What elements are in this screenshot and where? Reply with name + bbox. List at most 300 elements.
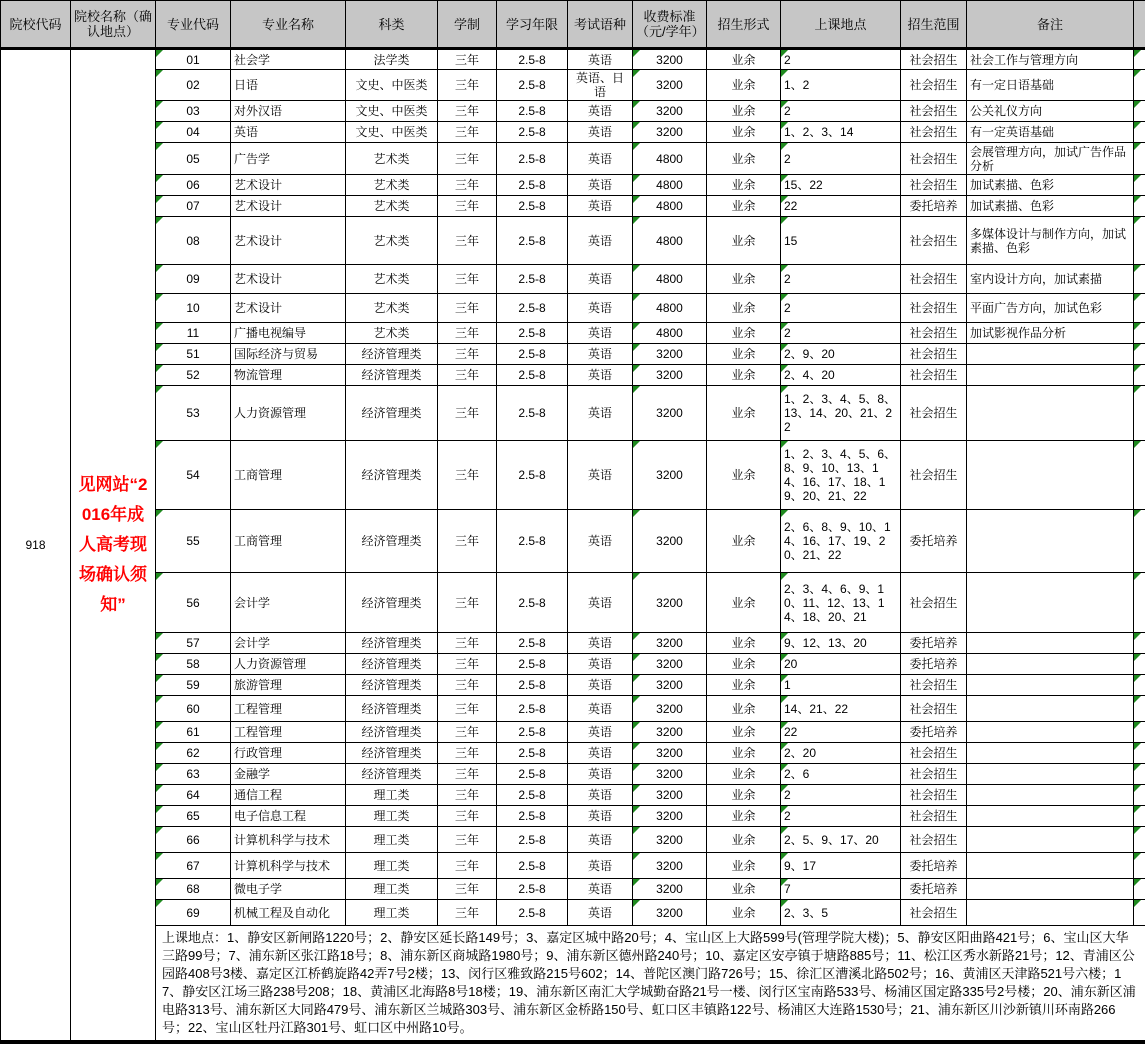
table-row — [1, 785, 1145, 806]
remark-cell — [967, 573, 1134, 633]
class-location-cell: 2、9、20 — [781, 344, 901, 365]
major-name-cell: 艺术设计 — [231, 217, 346, 265]
category-cell: 经济管理类 — [346, 722, 438, 743]
study-years-cell: 2.5-8 — [497, 101, 568, 122]
schooling-cell: 三年 — [438, 573, 497, 633]
edge-indicator-cell — [1134, 49, 1145, 70]
study-years-cell: 2.5-8 — [497, 654, 568, 675]
class-location-cell: 9、17 — [781, 853, 901, 879]
enrollment-form-cell: 业余 — [707, 441, 781, 510]
category-cell: 艺术类 — [346, 294, 438, 323]
exam-language-cell: 英语 — [568, 675, 633, 696]
remark-cell — [967, 441, 1134, 510]
exam-language-cell: 英语 — [568, 510, 633, 573]
table-row — [1, 49, 1145, 70]
edge-indicator-cell — [1134, 806, 1145, 827]
enrollment-scope-cell: 社会招生 — [901, 827, 967, 853]
table-row — [1, 265, 1145, 294]
study-years-cell: 2.5-8 — [497, 196, 568, 217]
class-location-cell: 1、2、3、4、5、8、13、14、20、21、22 — [781, 386, 901, 441]
major-name-cell: 艺术设计 — [231, 196, 346, 217]
schooling-cell: 三年 — [438, 853, 497, 879]
enrollment-scope-cell: 社会招生 — [901, 143, 967, 175]
remark-cell — [967, 764, 1134, 785]
edge-indicator-cell — [1134, 675, 1145, 696]
schooling-cell: 三年 — [438, 785, 497, 806]
study-years-cell: 2.5-8 — [497, 879, 568, 900]
major-code-cell: 55 — [156, 510, 231, 573]
enrollment-form-cell: 业余 — [707, 853, 781, 879]
major-name-cell: 广播电视编导 — [231, 323, 346, 344]
exam-language-cell: 英语、日语 — [568, 70, 633, 101]
fee-cell: 3200 — [633, 722, 707, 743]
enrollment-form-cell: 业余 — [707, 675, 781, 696]
enrollment-form-cell: 业余 — [707, 722, 781, 743]
major-code-cell: 68 — [156, 879, 231, 900]
header-institution-name: 院校名称（确认地点） — [71, 1, 156, 49]
fee-cell: 3200 — [633, 853, 707, 879]
table-row — [1, 386, 1145, 441]
table-row — [1, 510, 1145, 573]
category-cell: 文史、中医类 — [346, 70, 438, 101]
header-institution-code: 院校代码 — [1, 1, 71, 49]
enrollment-scope-cell: 社会招生 — [901, 294, 967, 323]
remark-cell: 公关礼仪方向 — [967, 101, 1134, 122]
enrollment-form-cell: 业余 — [707, 70, 781, 101]
table-row — [1, 806, 1145, 827]
category-cell: 艺术类 — [346, 217, 438, 265]
enrollment-scope-cell: 社会招生 — [901, 323, 967, 344]
table-row — [1, 879, 1145, 900]
major-code-cell: 51 — [156, 344, 231, 365]
table-row — [1, 853, 1145, 879]
class-location-cell: 2 — [781, 294, 901, 323]
enrollment-scope-cell: 委托培养 — [901, 510, 967, 573]
edge-indicator-cell — [1134, 764, 1145, 785]
major-code-cell: 64 — [156, 785, 231, 806]
exam-language-cell: 英语 — [568, 344, 633, 365]
edge-indicator-cell — [1134, 441, 1145, 510]
enrollment-scope-cell: 社会招生 — [901, 175, 967, 196]
edge-indicator-cell — [1134, 294, 1145, 323]
fee-cell: 3200 — [633, 441, 707, 510]
schooling-cell: 三年 — [438, 217, 497, 265]
class-location-cell: 2 — [781, 143, 901, 175]
category-cell: 理工类 — [346, 853, 438, 879]
exam-language-cell: 英语 — [568, 853, 633, 879]
category-cell: 艺术类 — [346, 323, 438, 344]
enrollment-form-cell: 业余 — [707, 344, 781, 365]
enrollment-form-cell: 业余 — [707, 573, 781, 633]
enrollment-scope-cell: 社会招生 — [901, 441, 967, 510]
major-name-cell: 旅游管理 — [231, 675, 346, 696]
fee-cell: 4800 — [633, 217, 707, 265]
fee-cell: 3200 — [633, 386, 707, 441]
edge-indicator-cell — [1134, 879, 1145, 900]
header-spacer — [1134, 1, 1145, 49]
fee-cell: 3200 — [633, 785, 707, 806]
major-code-cell: 56 — [156, 573, 231, 633]
remark-cell — [967, 633, 1134, 654]
enrollment-scope-cell: 社会招生 — [901, 49, 967, 70]
fee-cell: 4800 — [633, 143, 707, 175]
enrollment-form-cell: 业余 — [707, 49, 781, 70]
study-years-cell: 2.5-8 — [497, 764, 568, 785]
major-code-cell: 06 — [156, 175, 231, 196]
study-years-cell: 2.5-8 — [497, 827, 568, 853]
category-cell: 经济管理类 — [346, 510, 438, 573]
table-row — [1, 633, 1145, 654]
study-years-cell: 2.5-8 — [497, 696, 568, 722]
enrollment-form-cell: 业余 — [707, 764, 781, 785]
remark-cell: 加试素描、色彩 — [967, 196, 1134, 217]
schooling-cell: 三年 — [438, 196, 497, 217]
schooling-cell: 三年 — [438, 101, 497, 122]
category-cell: 文史、中医类 — [346, 122, 438, 143]
enrollment-scope-cell: 社会招生 — [901, 217, 967, 265]
enrollment-form-cell: 业余 — [707, 510, 781, 573]
remark-cell: 有一定日语基础 — [967, 70, 1134, 101]
fee-cell: 3200 — [633, 827, 707, 853]
remark-cell: 加试素描、色彩 — [967, 175, 1134, 196]
remark-cell — [967, 743, 1134, 764]
header-category: 科类 — [346, 1, 438, 49]
exam-language-cell: 英语 — [568, 175, 633, 196]
enrollment-form-cell: 业余 — [707, 743, 781, 764]
enrollment-form-cell: 业余 — [707, 143, 781, 175]
enrollment-form-cell: 业余 — [707, 196, 781, 217]
major-name-cell: 工商管理 — [231, 510, 346, 573]
remark-cell — [967, 654, 1134, 675]
class-location-cell: 15、22 — [781, 175, 901, 196]
major-name-cell: 人力资源管理 — [231, 654, 346, 675]
major-code-cell: 53 — [156, 386, 231, 441]
schooling-cell: 三年 — [438, 175, 497, 196]
remark-cell — [967, 675, 1134, 696]
fee-cell: 3200 — [633, 806, 707, 827]
schooling-cell: 三年 — [438, 344, 497, 365]
schooling-cell: 三年 — [438, 365, 497, 386]
schooling-cell: 三年 — [438, 386, 497, 441]
schooling-cell: 三年 — [438, 265, 497, 294]
enrollment-scope-cell: 社会招生 — [901, 122, 967, 143]
class-location-cell: 2、5、9、17、20 — [781, 827, 901, 853]
category-cell: 经济管理类 — [346, 654, 438, 675]
major-code-cell: 05 — [156, 143, 231, 175]
enrollment-scope-cell: 委托培养 — [901, 879, 967, 900]
edge-indicator-cell — [1134, 785, 1145, 806]
schooling-cell: 三年 — [438, 510, 497, 573]
remark-cell: 有一定英语基础 — [967, 122, 1134, 143]
table-row — [1, 827, 1145, 853]
study-years-cell: 2.5-8 — [497, 344, 568, 365]
major-code-cell: 66 — [156, 827, 231, 853]
major-name-cell: 物流管理 — [231, 365, 346, 386]
major-name-cell: 计算机科学与技术 — [231, 853, 346, 879]
enrollment-form-cell: 业余 — [707, 654, 781, 675]
schooling-cell: 三年 — [438, 323, 497, 344]
remark-cell: 会展管理方向，加试广告作品分析 — [967, 143, 1134, 175]
major-name-cell: 社会学 — [231, 49, 346, 70]
enrollment-form-cell: 业余 — [707, 827, 781, 853]
remark-cell — [967, 806, 1134, 827]
major-name-cell: 工商管理 — [231, 441, 346, 510]
header-exam-language: 考试语种 — [568, 1, 633, 49]
schooling-cell: 三年 — [438, 49, 497, 70]
enrollment-scope-cell: 社会招生 — [901, 900, 967, 926]
institution-code-cell: 918 — [1, 49, 71, 1043]
exam-language-cell: 英语 — [568, 143, 633, 175]
enrollment-form-cell: 业余 — [707, 365, 781, 386]
enrollment-scope-cell: 社会招生 — [901, 806, 967, 827]
schooling-cell: 三年 — [438, 722, 497, 743]
enrollment-form-cell: 业余 — [707, 696, 781, 722]
enrollment-scope-cell: 社会招生 — [901, 785, 967, 806]
major-name-cell: 艺术设计 — [231, 294, 346, 323]
schooling-cell: 三年 — [438, 764, 497, 785]
study-years-cell: 2.5-8 — [497, 386, 568, 441]
schooling-cell: 三年 — [438, 696, 497, 722]
exam-language-cell: 英语 — [568, 696, 633, 722]
study-years-cell: 2.5-8 — [497, 49, 568, 70]
enrollment-form-cell: 业余 — [707, 217, 781, 265]
major-name-cell: 广告学 — [231, 143, 346, 175]
schooling-cell: 三年 — [438, 879, 497, 900]
enrollment-form-cell: 业余 — [707, 806, 781, 827]
fee-cell: 3200 — [633, 101, 707, 122]
major-code-cell: 09 — [156, 265, 231, 294]
remark-cell — [967, 510, 1134, 573]
study-years-cell: 2.5-8 — [497, 573, 568, 633]
major-code-cell: 58 — [156, 654, 231, 675]
table-row — [1, 764, 1145, 785]
category-cell: 经济管理类 — [346, 573, 438, 633]
fee-cell: 3200 — [633, 879, 707, 900]
table-row — [1, 143, 1145, 175]
category-cell: 艺术类 — [346, 265, 438, 294]
enrollment-form-cell: 业余 — [707, 122, 781, 143]
major-name-cell: 人力资源管理 — [231, 386, 346, 441]
edge-indicator-cell — [1134, 365, 1145, 386]
fee-cell: 3200 — [633, 70, 707, 101]
remark-cell: 加试影视作品分析 — [967, 323, 1134, 344]
enrollment-scope-cell: 委托培养 — [901, 654, 967, 675]
table-row — [1, 175, 1145, 196]
edge-indicator-cell — [1134, 101, 1145, 122]
remark-cell — [967, 722, 1134, 743]
fee-cell: 3200 — [633, 122, 707, 143]
class-location-cell: 1、2、3、14 — [781, 122, 901, 143]
enrollment-scope-cell: 社会招生 — [901, 675, 967, 696]
header-schooling: 学制 — [438, 1, 497, 49]
edge-indicator-cell — [1134, 573, 1145, 633]
study-years-cell: 2.5-8 — [497, 294, 568, 323]
category-cell: 理工类 — [346, 785, 438, 806]
major-code-cell: 57 — [156, 633, 231, 654]
header-enrollment-form: 招生形式 — [707, 1, 781, 49]
major-code-cell: 04 — [156, 122, 231, 143]
edge-indicator-cell — [1134, 344, 1145, 365]
table-row — [1, 696, 1145, 722]
class-location-cell: 1、2 — [781, 70, 901, 101]
fee-cell: 3200 — [633, 764, 707, 785]
fee-cell: 4800 — [633, 265, 707, 294]
edge-indicator-cell — [1134, 510, 1145, 573]
study-years-cell: 2.5-8 — [497, 853, 568, 879]
edge-indicator-cell — [1134, 122, 1145, 143]
edge-indicator-cell — [1134, 633, 1145, 654]
major-name-cell: 工程管理 — [231, 722, 346, 743]
class-location-cell: 2、6 — [781, 764, 901, 785]
edge-indicator-cell — [1134, 386, 1145, 441]
remark-cell — [967, 785, 1134, 806]
table-row — [1, 101, 1145, 122]
exam-language-cell: 英语 — [568, 764, 633, 785]
major-name-cell: 计算机科学与技术 — [231, 827, 346, 853]
class-location-cell: 15 — [781, 217, 901, 265]
class-location-cell: 22 — [781, 196, 901, 217]
fee-cell: 3200 — [633, 743, 707, 764]
class-location-cell: 1、2、3、4、5、6、8、9、10、13、14、16、17、18、19、20、21、22 — [781, 441, 901, 510]
enrollment-form-cell: 业余 — [707, 879, 781, 900]
table-row — [1, 217, 1145, 265]
schooling-cell: 三年 — [438, 633, 497, 654]
schooling-cell: 三年 — [438, 675, 497, 696]
exam-language-cell: 英语 — [568, 265, 633, 294]
enrollment-scope-cell: 社会招生 — [901, 696, 967, 722]
edge-indicator-cell — [1134, 175, 1145, 196]
major-name-cell: 金融学 — [231, 764, 346, 785]
class-location-cell: 2 — [781, 265, 901, 294]
enrollment-form-cell: 业余 — [707, 294, 781, 323]
exam-language-cell: 英语 — [568, 196, 633, 217]
exam-language-cell: 英语 — [568, 827, 633, 853]
enrollment-scope-cell: 社会招生 — [901, 70, 967, 101]
enrollment-scope-cell: 社会招生 — [901, 101, 967, 122]
category-cell: 经济管理类 — [346, 675, 438, 696]
class-location-cell: 7 — [781, 879, 901, 900]
study-years-cell: 2.5-8 — [497, 785, 568, 806]
class-location-cell: 22 — [781, 722, 901, 743]
enrollment-scope-cell: 社会招生 — [901, 344, 967, 365]
major-code-cell: 03 — [156, 101, 231, 122]
fee-cell: 4800 — [633, 323, 707, 344]
enrollment-form-cell: 业余 — [707, 785, 781, 806]
enrollment-form-cell: 业余 — [707, 175, 781, 196]
class-location-cell: 2 — [781, 806, 901, 827]
fee-cell: 3200 — [633, 654, 707, 675]
remark-cell — [967, 853, 1134, 879]
major-code-cell: 60 — [156, 696, 231, 722]
class-location-cell: 2、3、5 — [781, 900, 901, 926]
exam-language-cell: 英语 — [568, 654, 633, 675]
major-name-cell: 通信工程 — [231, 785, 346, 806]
exam-language-cell: 英语 — [568, 122, 633, 143]
study-years-cell: 2.5-8 — [497, 323, 568, 344]
edge-indicator-cell — [1134, 722, 1145, 743]
class-location-cell: 2、3、4、6、9、10、11、12、13、14、18、20、21 — [781, 573, 901, 633]
schooling-cell: 三年 — [438, 827, 497, 853]
class-location-cell: 2 — [781, 323, 901, 344]
remark-cell — [967, 696, 1134, 722]
class-location-cell: 2 — [781, 49, 901, 70]
exam-language-cell: 英语 — [568, 573, 633, 633]
enrollment-scope-cell: 社会招生 — [901, 573, 967, 633]
exam-language-cell: 英语 — [568, 900, 633, 926]
schooling-cell: 三年 — [438, 441, 497, 510]
major-code-cell: 61 — [156, 722, 231, 743]
edge-indicator-cell — [1134, 696, 1145, 722]
major-code-cell: 59 — [156, 675, 231, 696]
class-location-cell: 2 — [781, 101, 901, 122]
category-cell: 法学类 — [346, 49, 438, 70]
remark-cell — [967, 900, 1134, 926]
table-row — [1, 294, 1145, 323]
category-cell: 经济管理类 — [346, 743, 438, 764]
table-row — [1, 675, 1145, 696]
major-code-cell: 54 — [156, 441, 231, 510]
enrollment-scope-cell: 委托培养 — [901, 633, 967, 654]
class-locations-note: 上课地点：1、静安区新闸路1220号；2、静安区延长路149号；3、嘉定区城中路20号；4、宝山区上大路599号(管理学院大楼)；5、静安区阳曲路421号；6、宝山区大华三路99号；7、浦东新区张江路18号；8、浦东新区商城路1980号；9、浦东新区德州路240号；10、嘉定区安亭镇于塘路885号；11、松江区秀水新路21号；12、青浦区公园路408号3楼、嘉定区江桥鹤旋路42弄7号2楼；13、闵行区雅致路215号602；14、普陀区澳门路726号；15、徐汇区漕溪北路502号；16、黄浦区天津路521号六楼；17、静安区江场三路238号208；18、黄浦区北海路8号18楼；19、浦东新区南汇大学城勤奋路21号一楼、闵行区宝南路533号、杨浦区国定路335号2号楼；20、浦东新区浦电路313号、浦东新区大同路479号、浦东新区兰城路303号、浦东新区金桥路150号、虹口区丰镇路122号、杨浦区大连路1530号；21、浦东新区川沙新镇川环南路266号；22、宝山区牡丹江路301号、虹口区中州路10号。 — [156, 926, 1145, 1043]
major-code-cell: 62 — [156, 743, 231, 764]
schooling-cell: 三年 — [438, 654, 497, 675]
fee-cell: 3200 — [633, 633, 707, 654]
exam-language-cell: 英语 — [568, 722, 633, 743]
exam-language-cell: 英语 — [568, 365, 633, 386]
exam-language-cell: 英语 — [568, 49, 633, 70]
table-row — [1, 122, 1145, 143]
major-code-cell: 02 — [156, 70, 231, 101]
fee-cell: 4800 — [633, 175, 707, 196]
major-code-cell: 10 — [156, 294, 231, 323]
category-cell: 艺术类 — [346, 175, 438, 196]
enrollment-scope-cell: 社会招生 — [901, 386, 967, 441]
category-cell: 经济管理类 — [346, 344, 438, 365]
exam-language-cell: 英语 — [568, 806, 633, 827]
fee-cell: 3200 — [633, 365, 707, 386]
major-name-cell: 艺术设计 — [231, 265, 346, 294]
category-cell: 艺术类 — [346, 196, 438, 217]
remark-cell — [967, 386, 1134, 441]
schooling-cell: 三年 — [438, 122, 497, 143]
footer-note-row — [1, 926, 1145, 1043]
study-years-cell: 2.5-8 — [497, 122, 568, 143]
header-study-years: 学习年限 — [497, 1, 568, 49]
exam-language-cell: 英语 — [568, 217, 633, 265]
class-location-cell: 9、12、13、20 — [781, 633, 901, 654]
enrollment-scope-cell: 委托培养 — [901, 196, 967, 217]
class-location-cell: 1 — [781, 675, 901, 696]
fee-cell: 4800 — [633, 196, 707, 217]
exam-language-cell: 英语 — [568, 785, 633, 806]
schooling-cell: 三年 — [438, 743, 497, 764]
remark-cell: 社会工作与管理方向 — [967, 49, 1134, 70]
enrollment-scope-cell: 社会招生 — [901, 743, 967, 764]
enrollment-scope-cell: 社会招生 — [901, 265, 967, 294]
enrollment-scope-cell: 委托培养 — [901, 853, 967, 879]
study-years-cell: 2.5-8 — [497, 175, 568, 196]
header-fee: 收费标准（元/学年） — [633, 1, 707, 49]
major-name-cell: 英语 — [231, 122, 346, 143]
enrollment-form-cell: 业余 — [707, 323, 781, 344]
major-code-cell: 67 — [156, 853, 231, 879]
fee-cell: 3200 — [633, 900, 707, 926]
study-years-cell: 2.5-8 — [497, 900, 568, 926]
study-years-cell: 2.5-8 — [497, 633, 568, 654]
table-row — [1, 654, 1145, 675]
class-location-cell: 2、6、8、9、10、14、16、17、19、20、21、22 — [781, 510, 901, 573]
schooling-cell: 三年 — [438, 143, 497, 175]
